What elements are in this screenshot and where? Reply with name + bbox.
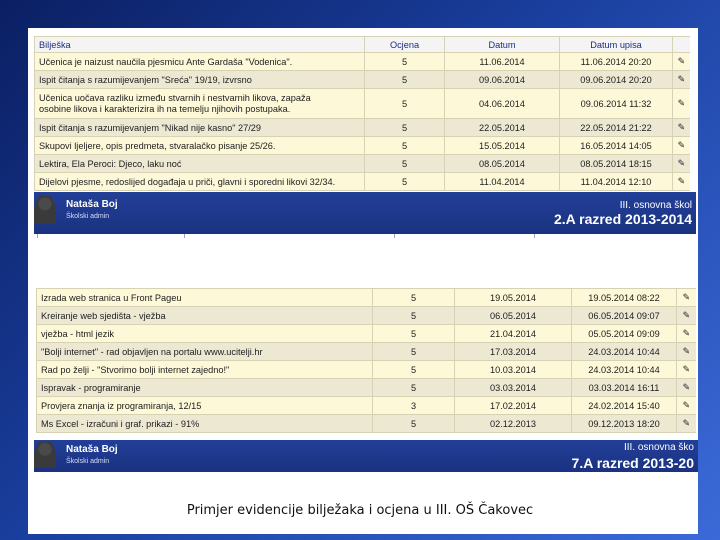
- school-name: III. osnovna škol: [619, 200, 692, 211]
- grade-cell: 5: [365, 71, 445, 89]
- date-cell: 09.06.2014: [445, 71, 560, 89]
- notes-table-7a: [36, 288, 696, 433]
- entry-date-cell: 09.12.2013 18:20: [572, 415, 677, 433]
- user-role: Školski admin: [66, 213, 110, 220]
- note-cell: Ispravak - programiranje: [37, 379, 373, 397]
- note-cell: Provjera znanja iz programiranja, 12/15: [37, 397, 373, 415]
- date-cell: 11.06.2014: [445, 53, 560, 71]
- grade-cell: 5: [373, 307, 455, 325]
- class-title[interactable]: 7.A razred 2013-20: [571, 455, 694, 471]
- date-cell: 19.05.2014: [455, 289, 572, 307]
- user-avatar[interactable]: [34, 442, 56, 468]
- pencil-icon[interactable]: ✎: [677, 307, 697, 325]
- grade-cell: 5: [373, 361, 455, 379]
- entry-date-cell: 09.06.2014 11:32: [560, 89, 673, 119]
- note-cell: Lektira, Ela Peroci: Djeco, laku noć: [35, 155, 365, 173]
- date-cell: 10.03.2014: [455, 361, 572, 379]
- table-row[interactable]: [35, 119, 691, 137]
- column-header-entry-date[interactable]: Datum upisa: [560, 37, 673, 53]
- entry-date-cell: 24.02.2014 15:40: [572, 397, 677, 415]
- grade-cell: 5: [365, 137, 445, 155]
- entry-date-cell: 05.05.2014 09:09: [572, 325, 677, 343]
- table-row[interactable]: [37, 379, 697, 397]
- grade-cell: 5: [365, 53, 445, 71]
- table-row[interactable]: [35, 173, 691, 191]
- slide-caption: Primjer evidencije bilježaka i ocjena u III. OŠ Čakovec: [186, 503, 534, 518]
- date-cell: 06.05.2014: [455, 307, 572, 325]
- table-row[interactable]: [37, 343, 697, 361]
- date-cell: 08.05.2014: [445, 155, 560, 173]
- grade-cell: 5: [373, 379, 455, 397]
- table-row[interactable]: [37, 397, 697, 415]
- note-cell: Dijelovi pjesme, redoslijed događaja u priči, glavni i sporedni likovi 32/34.: [35, 173, 365, 191]
- date-cell: 22.05.2014: [445, 119, 560, 137]
- column-header-date[interactable]: Datum: [445, 37, 560, 53]
- grade-cell: 5: [373, 325, 455, 343]
- entry-date-cell: 11.06.2014 20:20: [560, 53, 673, 71]
- class-title[interactable]: 2.A razred 2013-2014: [553, 211, 692, 227]
- note-cell: Ms Excel - izračuni i graf. prikazi - 91%: [37, 415, 373, 433]
- grade-cell: 5: [365, 155, 445, 173]
- entry-date-cell: 19.05.2014 08:22: [572, 289, 677, 307]
- blank-strip: [34, 234, 696, 282]
- table-row[interactable]: [35, 137, 691, 155]
- pencil-icon[interactable]: ✎: [673, 119, 691, 137]
- pencil-icon[interactable]: ✎: [677, 361, 697, 379]
- pencil-icon[interactable]: ✎: [673, 71, 691, 89]
- entry-date-cell: 22.05.2014 21:22: [560, 119, 673, 137]
- column-header-note[interactable]: Bilješka: [35, 37, 365, 53]
- pencil-icon[interactable]: ✎: [677, 415, 697, 433]
- table-row[interactable]: [35, 71, 691, 89]
- table-row[interactable]: [37, 325, 697, 343]
- entry-date-cell: 03.03.2014 16:11: [572, 379, 677, 397]
- grade-cell: 5: [365, 173, 445, 191]
- notes-table-2a: [34, 36, 690, 191]
- user-name[interactable]: Nataša Boj: [66, 199, 118, 210]
- note-cell: Kreiranje web sjedišta - vježba: [37, 307, 373, 325]
- date-cell: 11.04.2014: [445, 173, 560, 191]
- grade-cell: 5: [365, 119, 445, 137]
- grade-cell: 5: [373, 289, 455, 307]
- pencil-icon[interactable]: ✎: [673, 173, 691, 191]
- notes-panel-2a: [34, 36, 690, 192]
- table-row[interactable]: [35, 53, 691, 71]
- divider: [534, 234, 535, 238]
- user-name[interactable]: Nataša Boj: [66, 444, 118, 455]
- note-cell: vježba - html jezik: [37, 325, 373, 343]
- entry-date-cell: 08.05.2014 18:15: [560, 155, 673, 173]
- pencil-icon[interactable]: ✎: [677, 325, 697, 343]
- entry-date-cell: 11.04.2014 12:10: [560, 173, 673, 191]
- date-cell: 15.05.2014: [445, 137, 560, 155]
- note-cell: Ispit čitanja s razumijevanjem "Nikad nije kasno" 27/29: [35, 119, 365, 137]
- note-cell: Ispit čitanja s razumijevanjem "Sreća" 19/19, izvrsno: [35, 71, 365, 89]
- date-cell: 21.04.2014: [455, 325, 572, 343]
- school-name: III. osnovna ško: [623, 442, 694, 453]
- divider: [184, 234, 185, 238]
- pencil-icon[interactable]: ✎: [677, 397, 697, 415]
- pencil-icon[interactable]: ✎: [677, 379, 697, 397]
- note-cell: Skupovi ljeljere, opis predmeta, stvaralačko pisanje 25/26.: [35, 137, 365, 155]
- grade-cell: 5: [373, 415, 455, 433]
- user-avatar[interactable]: [34, 196, 56, 224]
- entry-date-cell: 09.06.2014 20:20: [560, 71, 673, 89]
- entry-date-cell: 24.03.2014 10:44: [572, 361, 677, 379]
- note-line-2: osobine likova i karakterizira ih na temelju njihovih postupaka.: [39, 103, 291, 114]
- column-header-grade[interactable]: Ocjena: [365, 37, 445, 53]
- table-header-row: [35, 37, 691, 53]
- note-cell: [35, 89, 365, 119]
- user-header-bar: [34, 192, 696, 234]
- table-row[interactable]: [37, 289, 697, 307]
- user-role: Školski admin: [66, 458, 110, 465]
- entry-date-cell: 16.05.2014 14:05: [560, 137, 673, 155]
- pencil-icon[interactable]: ✎: [673, 89, 691, 119]
- divider: [37, 234, 38, 238]
- table-row[interactable]: [35, 155, 691, 173]
- column-header-actions: [673, 37, 691, 53]
- notes-panel-7a: [36, 282, 696, 440]
- date-cell: 17.02.2014: [455, 397, 572, 415]
- grade-cell: 3: [373, 397, 455, 415]
- user-header-bar: [34, 440, 698, 472]
- date-cell: 03.03.2014: [455, 379, 572, 397]
- pencil-icon[interactable]: ✎: [677, 343, 697, 361]
- table-row[interactable]: [37, 307, 697, 325]
- entry-date-cell: 24.03.2014 10:44: [572, 343, 677, 361]
- table-row[interactable]: [37, 361, 697, 379]
- date-cell: 17.03.2014: [455, 343, 572, 361]
- grade-cell: 5: [373, 343, 455, 361]
- date-cell: 02.12.2013: [455, 415, 572, 433]
- date-cell: 04.06.2014: [445, 89, 560, 119]
- grade-cell: 5: [365, 89, 445, 119]
- pencil-icon[interactable]: ✎: [673, 53, 691, 71]
- note-cell: Izrada web stranica u Front Pageu: [37, 289, 373, 307]
- pencil-icon[interactable]: ✎: [677, 289, 697, 307]
- note-cell: Učenica je naizust naučila pjesmicu Ante Gardaša "Vodenica".: [35, 53, 365, 71]
- pencil-icon[interactable]: ✎: [673, 155, 691, 173]
- note-cell: Rad po želji - "Stvorimo bolji internet zajedno!": [37, 361, 373, 379]
- pencil-icon[interactable]: ✎: [673, 137, 691, 155]
- divider: [394, 234, 395, 238]
- note-cell: "Bolji internet" - rad objavljen na portalu www.ucitelji.hr: [37, 343, 373, 361]
- table-row[interactable]: [37, 415, 697, 433]
- table-row[interactable]: [35, 89, 691, 119]
- entry-date-cell: 06.05.2014 09:07: [572, 307, 677, 325]
- note-line-1: Učenica uočava razliku između stvarnih i nestvarnih likova, zapaža: [39, 92, 311, 103]
